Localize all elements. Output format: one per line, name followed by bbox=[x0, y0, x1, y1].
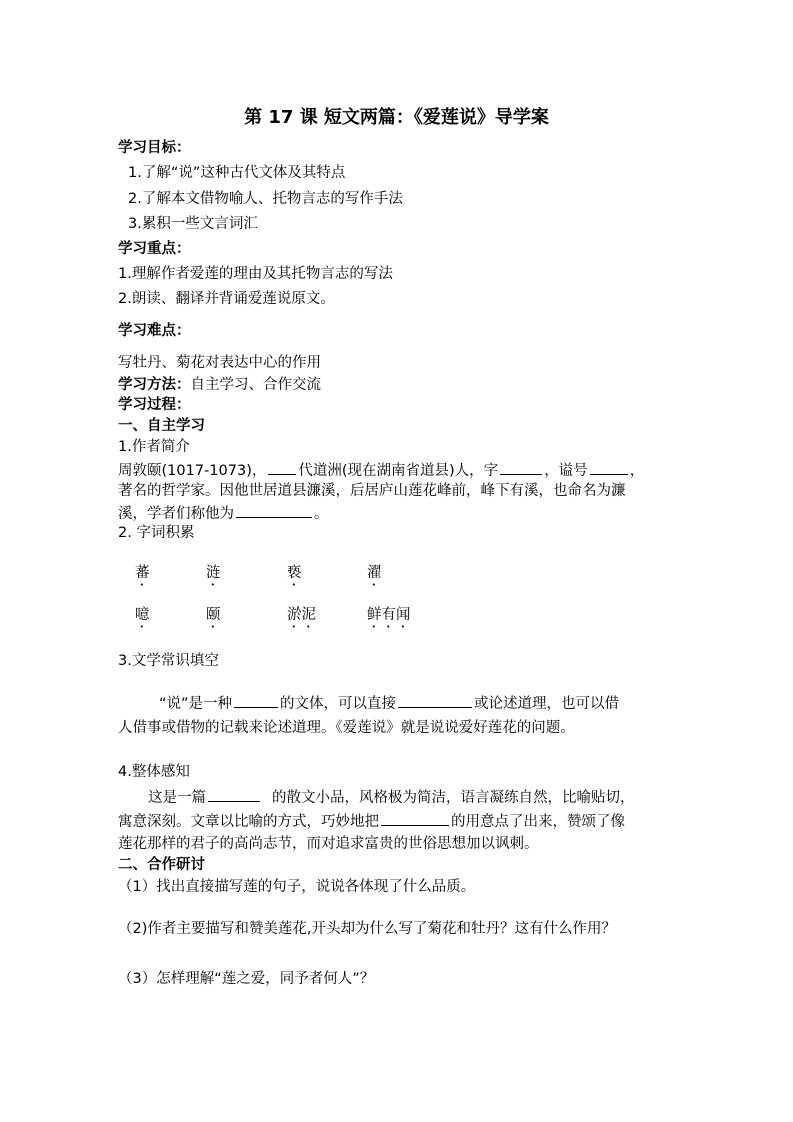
key-points-heading: 学习重点： bbox=[118, 241, 191, 257]
key-point-item: 2.朗读、翻译并背诵爱莲说原文。 bbox=[118, 291, 335, 307]
overall-text: 这是一篇 bbox=[148, 790, 206, 806]
vocab-heading: 2. 字词积累 bbox=[118, 525, 195, 541]
fill-blank-style[interactable] bbox=[208, 786, 260, 802]
literature-line-1 bbox=[159, 692, 619, 714]
fill-blank-dynasty[interactable] bbox=[268, 459, 296, 475]
fill-blank-courtesy-name[interactable] bbox=[500, 459, 542, 475]
question-2: （2)作者主要描写和赞美莲花,开头却为什么写了菊花和牡丹？这有什么作用？ bbox=[118, 921, 616, 937]
overall-text: 的散文小品，风格极为简洁，语言凝练自然，比喻贴切， bbox=[272, 790, 635, 806]
literature-text: 或论述道理，也可以借 bbox=[474, 696, 620, 712]
author-text: 周敦颐(1017-1073)， bbox=[118, 463, 267, 479]
vocab-word: 蕃 bbox=[135, 565, 150, 581]
vocab-word: 鲜有闻 bbox=[367, 607, 411, 623]
method-line bbox=[118, 375, 321, 395]
vocab-word: 淤泥 bbox=[287, 607, 316, 623]
overall-text: 的用意点了出来，赞颂了像 bbox=[451, 814, 625, 830]
question-3: （3）怎样理解“莲之爱，同予者何人”？ bbox=[118, 971, 375, 987]
goal-item: 1.了解“说”这种古代文体及其特点 bbox=[128, 165, 346, 181]
fill-blank-method[interactable] bbox=[398, 692, 472, 708]
goals-heading: 学习目标： bbox=[118, 140, 191, 156]
author-line-1 bbox=[118, 459, 644, 481]
literature-line-2: 人借事或借物的记载来论述道理。《爱莲说》就是说说爱好莲花的问题。 bbox=[118, 720, 575, 736]
author-text: ， bbox=[629, 463, 645, 479]
process-heading: 学习过程： bbox=[118, 397, 191, 413]
literature-text: 的文体，可以直接 bbox=[280, 696, 397, 712]
literature-heading: 3.文学常识填空 bbox=[118, 653, 219, 669]
goal-item: 3.累积一些文言词汇 bbox=[128, 216, 258, 232]
section2-heading: 二、合作研讨 bbox=[118, 857, 205, 873]
difficulties-text: 写牡丹、菊花对表达中心的作用 bbox=[118, 355, 321, 371]
method-text: 自主学习、合作交流 bbox=[190, 377, 321, 393]
author-text: 。 bbox=[314, 506, 329, 522]
author-text: 代道洲(现在湖南省道县)人，字 bbox=[298, 463, 499, 479]
section1-heading: 一、自主学习 bbox=[118, 418, 205, 434]
key-point-item: 1.理解作者爱莲的理由及其托物言志的写法 bbox=[118, 266, 393, 282]
vocab-word: 噫 bbox=[135, 607, 150, 623]
author-text: 溪，学者们称他为 bbox=[118, 506, 234, 522]
overall-line-1 bbox=[148, 786, 635, 808]
vocab-word: 濯 bbox=[367, 565, 382, 581]
literature-text: “说”是一种 bbox=[159, 696, 233, 712]
page-title: 第 17 课 短文两篇：《爱莲说》导学案 bbox=[244, 107, 549, 128]
fill-blank-title[interactable] bbox=[236, 502, 312, 518]
fill-blank-posthumous-name[interactable] bbox=[590, 459, 628, 475]
vocab-word: 颐 bbox=[206, 607, 221, 623]
author-text: ，谥号 bbox=[544, 463, 588, 479]
overall-line-3: 莲花那样的君子的高尚志节，而对追求富贵的世俗思想加以讽刺。 bbox=[118, 836, 539, 852]
author-heading: 1.作者简介 bbox=[118, 439, 190, 455]
author-line-3 bbox=[118, 502, 329, 524]
vocab-word: 亵 bbox=[287, 565, 302, 581]
vocab-word: 涟 bbox=[206, 565, 221, 581]
overall-heading: 4.整体感知 bbox=[118, 764, 190, 780]
fill-blank-genre[interactable] bbox=[234, 692, 278, 708]
goal-item: 2.了解本文借物喻人、托物言志的写作手法 bbox=[128, 191, 403, 207]
overall-line-2 bbox=[118, 810, 625, 832]
overall-text: 寓意深刻。文章以比喻的方式，巧妙地把 bbox=[118, 814, 379, 830]
question-1: （1）找出直接描写莲的句子，说说各体现了什么品质。 bbox=[118, 879, 476, 895]
author-line-2: 著名的哲学家。因他世居道县濂溪，后居庐山莲花峰前，峰下有溪，也命名为濂 bbox=[118, 483, 626, 499]
fill-blank-intent[interactable] bbox=[381, 810, 449, 826]
method-heading: 学习方法： bbox=[118, 377, 191, 393]
difficulties-heading: 学习难点： bbox=[118, 323, 191, 339]
